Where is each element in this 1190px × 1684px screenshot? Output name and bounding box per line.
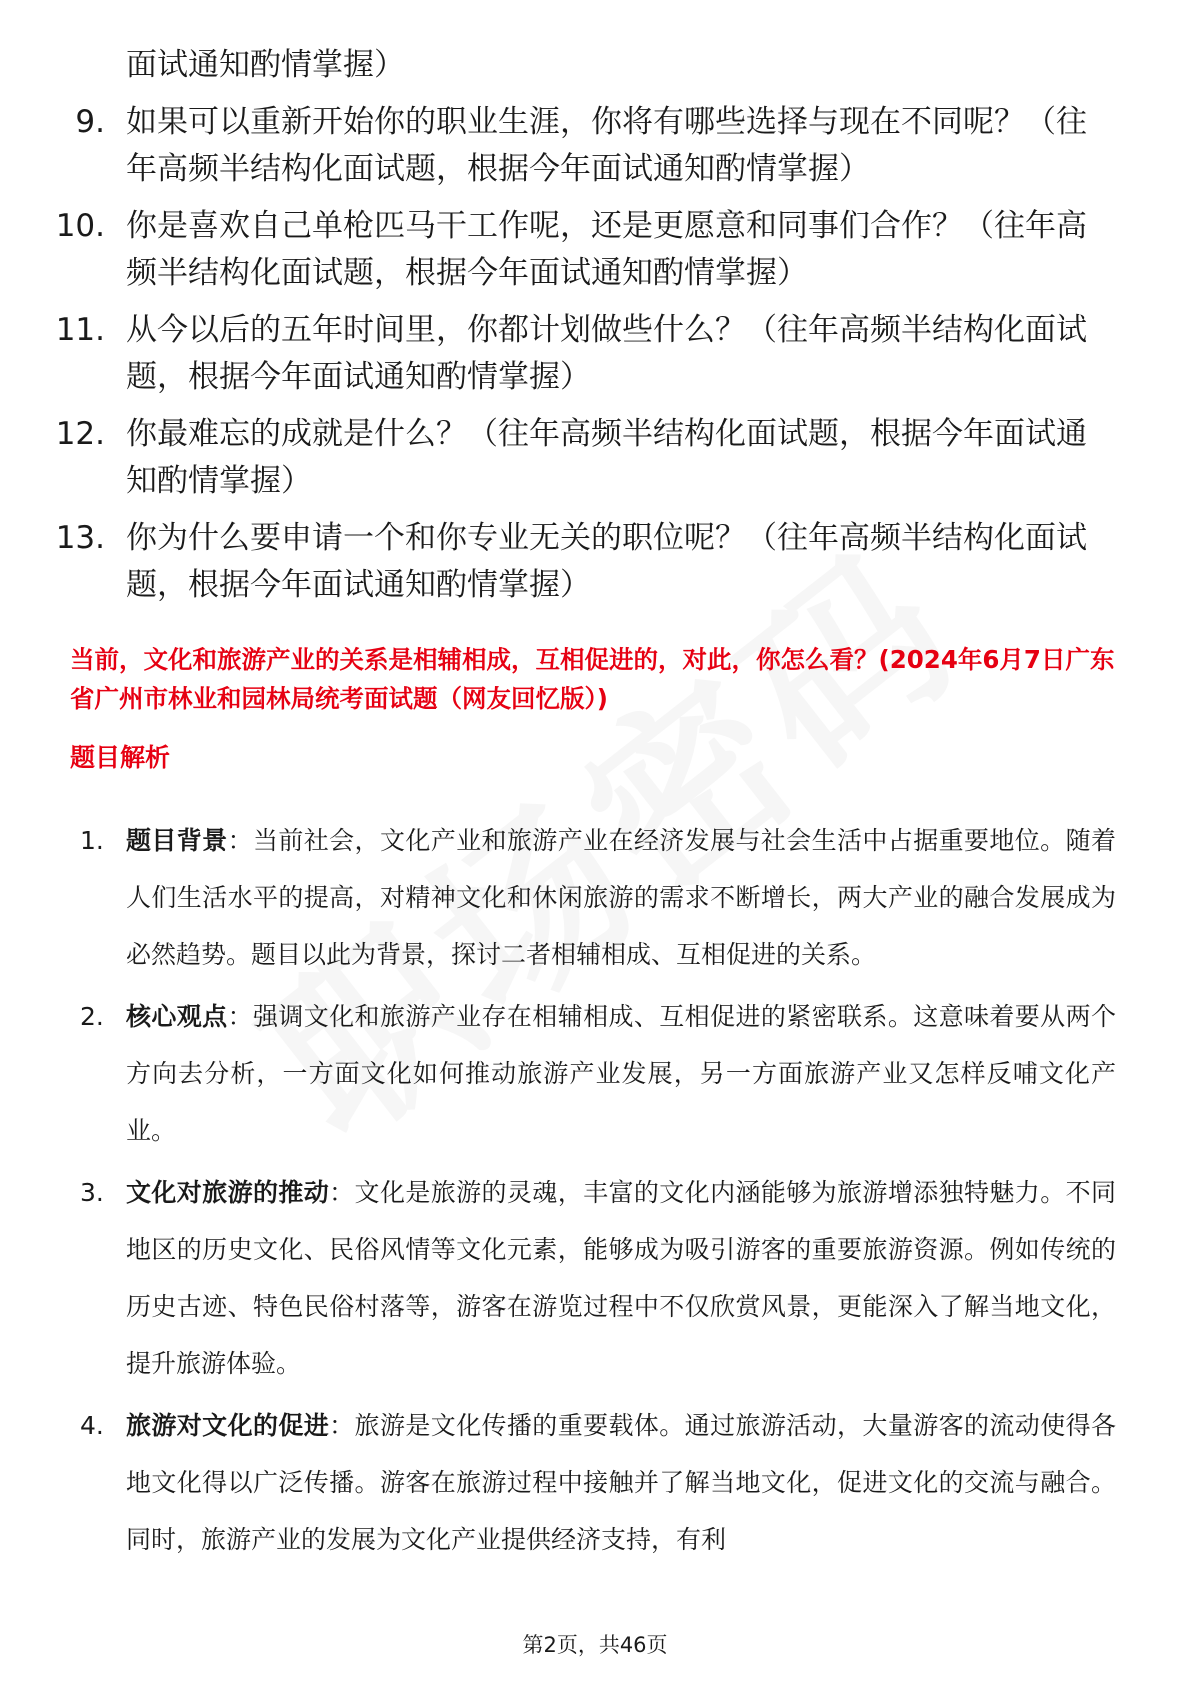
list-item: [0, 99, 1190, 193]
point-number: 1.: [80, 826, 104, 855]
point-text: ：文化是旅游的灵魂，丰富的文化内涵能够为旅游增添独特魅力。不同地区的历史文化、民俗风情等文化元素，能够成为吸引游客的重要旅游资源。例如传统的历史古迹、特色民俗村落等，游客在游览过程中不仅欣赏风景，更能深入了解当地文化，提升旅游体验。: [126, 1178, 1116, 1378]
point-text: ：强调文化和旅游产业存在相辅相成、互相促进的紧密联系。这意味着要从两个方向去分析，一方面文化如何推动旅游产业发展，另一方面旅游产业又怎样反哺文化产业。: [126, 1002, 1116, 1145]
list-item-text: 你是喜欢自己单枪匹马干工作呢，还是更愿意和同事们合作？（往年高频半结构化面试题，根据今年面试通知酌情掌握）: [126, 208, 1087, 291]
analysis-point: [0, 1397, 1190, 1568]
list-item: [0, 411, 1190, 505]
point-term: 旅游对文化的促进: [126, 1411, 330, 1440]
point-term: 核心观点: [126, 1002, 228, 1031]
point-body: [126, 988, 1116, 1159]
point-term: 文化对旅游的推动: [126, 1178, 330, 1207]
point-body: [126, 812, 1116, 983]
point-number: 2.: [80, 1002, 104, 1031]
list-item-text: 从今以后的五年时间里，你都计划做些什么？（往年高频半结构化面试题，根据今年面试通知酌情掌握）: [126, 312, 1087, 395]
list-item-number: 9.: [75, 104, 105, 140]
analysis-heading: 题目解析: [70, 743, 171, 772]
list-item-text: 如果可以重新开始你的职业生涯，你将有哪些选择与现在不同呢？（往年高频半结构化面试题，根据今年面试通知酌情掌握）: [126, 104, 1087, 187]
list-item-number: 13.: [55, 520, 105, 556]
list-item-number: 11.: [55, 312, 105, 348]
list-item: [0, 307, 1190, 401]
point-text: ：旅游是文化传播的重要载体。通过旅游活动，大量游客的流动使得各地文化得以广泛传播。游客在旅游过程中接触并了解当地文化，促进文化的交流与融合。同时，旅游产业的发展为文化产业提供经济支持，有利: [126, 1411, 1116, 1554]
point-text: ：当前社会，文化产业和旅游产业在经济发展与社会生活中占据重要地位。随着人们生活水平的提高，对精神文化和休闲旅游的需求不断增长，两大产业的融合发展成为必然趋势。题目以此为背景，探讨二者相辅相成、互相促进的关系。: [126, 826, 1116, 969]
point-number: 3.: [80, 1178, 104, 1207]
point-number: 4.: [80, 1411, 104, 1440]
list-item-number: 12.: [55, 416, 105, 452]
page-number: 第2页，共46页: [522, 1633, 668, 1657]
list-item: [0, 515, 1190, 609]
point-body: [126, 1397, 1116, 1568]
question-title: 当前，文化和旅游产业的关系是相辅相成，互相促进的，对此，你怎么看？(2024年6月7日广东省广州市林业和园林局统考面试题（网友回忆版）): [70, 645, 1115, 713]
list-item: [0, 42, 1190, 89]
question-list: [0, 42, 1190, 619]
list-item-text: 你最难忘的成就是什么？（往年高频半结构化面试题，根据今年面试通知酌情掌握）: [126, 416, 1087, 499]
analysis-point: [0, 988, 1190, 1159]
analysis-point: [0, 1164, 1190, 1392]
analysis-point: [0, 812, 1190, 983]
point-body: [126, 1164, 1116, 1392]
list-item: [0, 203, 1190, 297]
analysis-points: [0, 812, 1190, 1573]
list-item-number: 10.: [55, 208, 105, 244]
list-item-text: 面试通知酌情掌握）: [126, 47, 405, 83]
point-term: 题目背景: [126, 826, 228, 855]
list-item-text: 你为什么要申请一个和你专业无关的职位呢？（往年高频半结构化面试题，根据今年面试通知酌情掌握）: [126, 520, 1087, 603]
